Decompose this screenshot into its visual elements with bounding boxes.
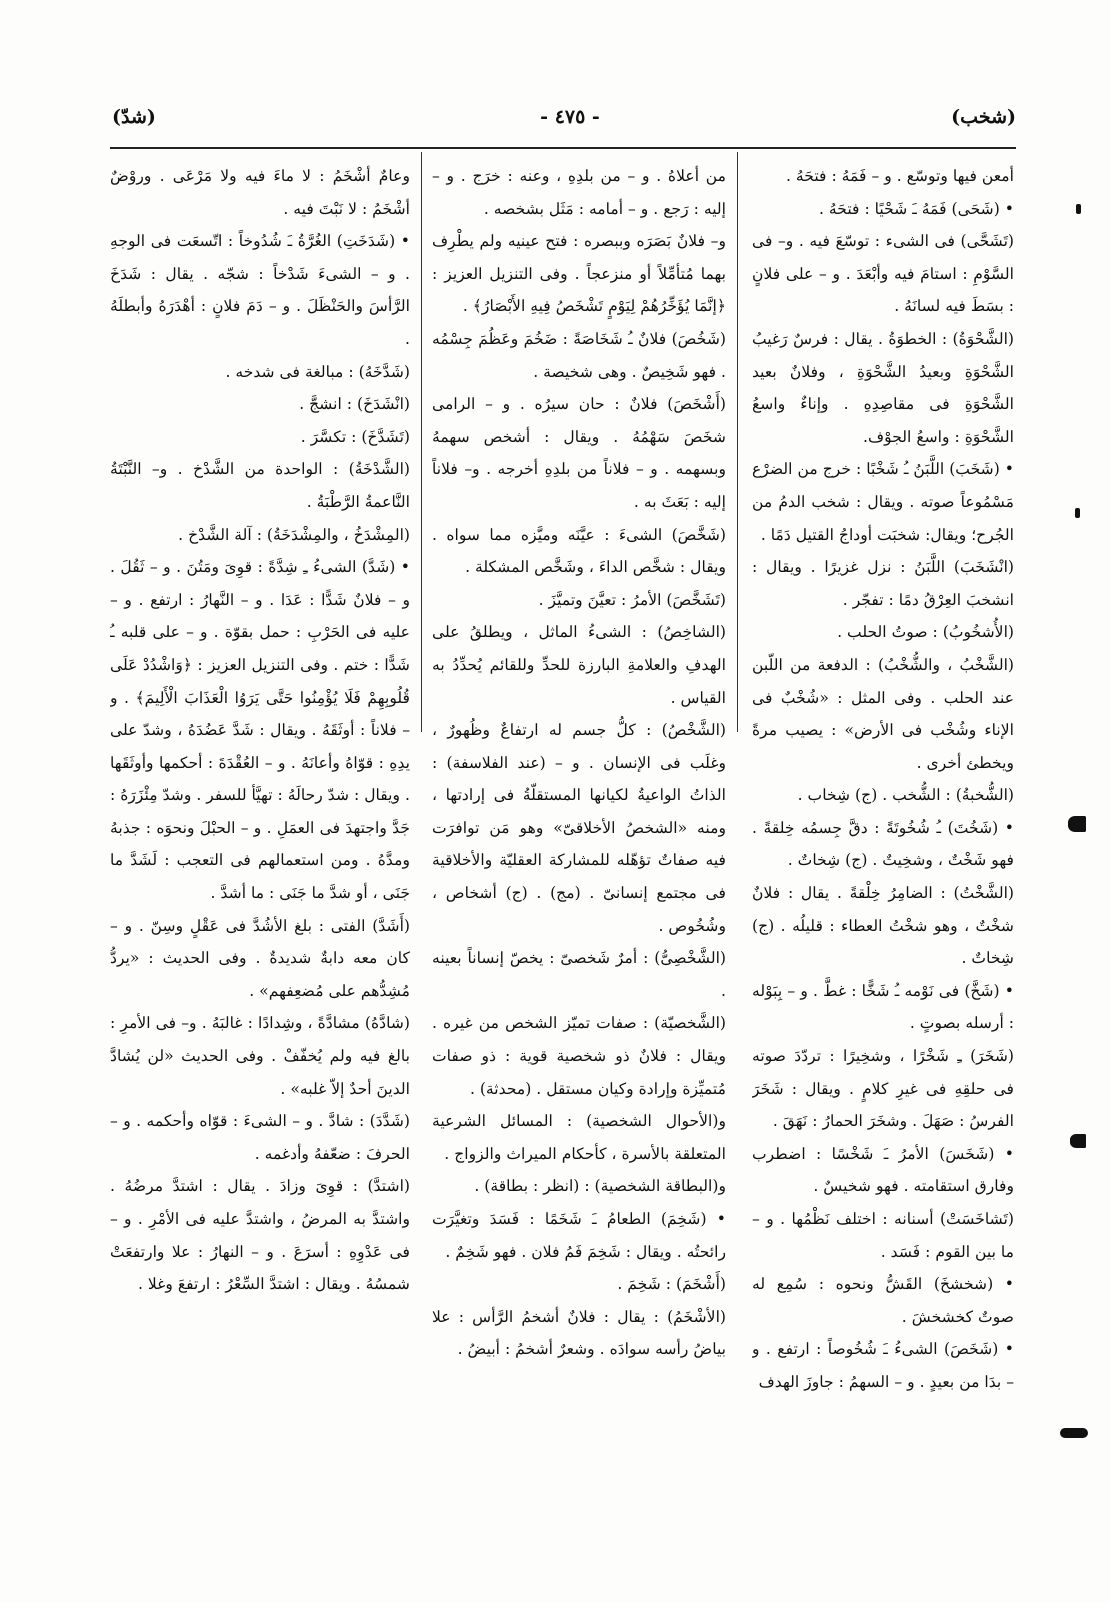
dictionary-entry: • (شَدَخَتِ) الغُرَّةُ ـَ شُدُوخاً : اتّسعَت فى الوجهِ . و – الشىءَ شَدْخاً : شجّه . يقال : شَدَخَ الرَّأسَ والحَنْظَلَ . و – دَمَ فلانٍ : أهْدَرَهُ وأبطلَهُ . (110, 232, 410, 348)
page-header (110, 100, 1016, 140)
dictionary-entry: (أَشَدَّ) الفتى : بلغ الأشُدَّ فى عَقْلٍ وسِنّ . و – كان معه دابةٌ شديدةٌ . وفى الحديث : «يردُّ مُشِدُّهم على مُضعِفهم» . (110, 916, 410, 1000)
dictionary-entry: (شَخُصَ) فلانٌ ـُ شَخَاصَةً : ضَخُمَ وعَظُمَ جِسْمُه . فهو شَخِيصٌ . وهى شخيصة . (432, 329, 726, 381)
dictionary-entry: (أَشْخَمَ) : شَخِمَ . (617, 1275, 726, 1294)
dictionary-entry: (الشَّخصيّة) : صفات تميّز الشخص من غيره . ويقال : فلانٌ ذو شخصية قوية : ذو صفات مُتميِّزة وإرادة وكيان مستقل . (محدثة) . (432, 1014, 726, 1098)
column-right (752, 160, 1014, 1560)
dictionary-entry: أمعن فيها وتوسّع . و – فَمَهُ : فتحَهُ . (786, 167, 1014, 185)
dictionary-entry: (تَشَخَّصَ) الأمرُ : تعيَّنَ وتميَّزَ . (538, 590, 726, 609)
dictionary-entry: (الشَّخْتُ) : الضامِرُ خِلْقةً . يقال : فلانٌ شخْتٌ ، وهو شخْتُ العطاء : قليلُه . (ج) شِخاتٌ . (752, 884, 1014, 968)
column-divider-right (737, 152, 738, 732)
dictionary-entry: (انْشَخَبَ) اللَّبَنُ : نزل غزيرًا . ويقال : انشخبَ العِرْقُ دمًا : تفجّر . (752, 558, 1014, 609)
dictionary-entry: وعامٌ أشْخَمُ : لا ماءَ فيه ولا مَرْعَى . وروْضٌ أشْخَمُ : لا نَبْتَ فيه . (110, 167, 410, 218)
dictionary-entry: (شَخَّصَ) الشىءَ : عيَّنَه وميَّزه مما سواه . ويقال : شخَّص الداءَ ، وشَخَّص المشكلة . (432, 525, 726, 577)
dictionary-entry: (تَشَدَّخَ) : تكسَّرَ . (300, 427, 410, 446)
dictionary-entry: (أَشْخَصَ) فلانٌ : حان سيرُه . و – الرامى شخَصَ سَهْمُهُ . ويقال : أشخص سهمهُ وبسهمه . و – فلاناً من بلدِهِ أخرجه . و– فلاناً إليه : بَعَثَ به . (432, 395, 726, 511)
dictionary-entry: (شَدَّدَ) : شادَّ . و – الشىءَ : قوّاه وأحكمه . و – الحرفَ : ضعّفهُ وأدغمه . (110, 1112, 410, 1163)
dictionary-entry: (تَشاخَسَتْ) أسنانه : اختلف نَظْمُها . و – ما بين القوم : فَسَد . (752, 1210, 1014, 1261)
left-guide-word: (شدّ) (112, 106, 156, 128)
dictionary-entry: • (شَخَصَ) الشىءُ ـَ شُخُوصاً : ارتفع . و – بدَا من بعيدٍ . و – السهمُ : جاوزَ الهدف (752, 1340, 1014, 1391)
dictionary-entry: (الأُشخُوبُ) : صوتُ الحلب . (837, 623, 1014, 642)
margin-ink-mark (1060, 1428, 1088, 1438)
margin-ink-mark (1068, 816, 1086, 832)
column-middle (432, 160, 726, 1560)
dictionary-entry: • (شَحَى) فَمَهُ ـَ شَحْيًا : فتحَهُ . (819, 199, 1014, 218)
dictionary-entry: • (شَخَّ) فى نَوْمه ـُ شَخًّا : غطَّ . و – بِبَوْله : أرسله بصوتٍ . (752, 981, 1014, 1033)
dictionary-entry: • (شَخُتَ) ـُ شُخُوتَةً : دقَّ جِسمُه خِلقةً . فهو شَخْتٌ ، وشخِيتٌ . (ج) شِخاتٌ . (752, 818, 1014, 870)
dictionary-entry: (شادَّهُ) مشادَّةً ، وشِدادًا : غالبَهُ . و– فى الأمرِ : بالغ فيه ولم يُخفّفْ . وفى الحديث «لن يُشادَّ الدينَ أحدٌ إلاّ غلبه» . (110, 1014, 410, 1098)
dictionary-entry: و(البطاقة الشخصية) : (انظر : بطاقة) . (474, 1177, 726, 1196)
dictionary-entry: (الشَّخْصِىُّ) : أمرٌ شَخصىّ : يخصّ إنساناً بعينه . (432, 949, 726, 1000)
dictionary-entry: من أعلاهُ . و – من بلدِهِ ، وعنه : خرَج . و – إليه : رَجع . و – أمامه : مَثَل بشخصه . (432, 167, 726, 218)
page-number: - ٤٧٥ - (540, 106, 600, 128)
dictionary-entry: (الشَّدْخَةُ) : الواحدة من الشَّدْخ . و– النَّبْتَةُ النَّاعمةُ الرَّطْبَةُ . (110, 460, 410, 511)
margin-ink-mark (1070, 1134, 1086, 1148)
dictionary-entry: و(الأحوال الشخصية) : المسائل الشرعية المتعلقة بالأسرة ، كأحكام الميراث والزواج . (432, 1112, 726, 1163)
margin-ink-mark (1075, 508, 1080, 518)
dictionary-entry: (اشتدَّ) : قوِىَ وزادَ . يقال : اشتدَّ مرضُهُ . واشتدَّ به المرضُ ، واشتدَّ عليه فى الأمْرِ . و – فى عَدْوِهِ : أسرَعَ . و – النهارُ : علا وارتفعَتْ شمسُهُ . ويقال : اشتدَّ السِّعْرُ : ارتفعَ وغلا . (110, 1177, 410, 1294)
dictionary-entry: • (شَخَسَ) الأمرُ ـَ شَخْسًا : اضطرب وفارق استقامته . فهو شخيسٌ . (752, 1144, 1014, 1196)
dictionary-entry: • (شخشخَ) القَشُّ ونحوه : سُمِع له صوتٌ كخشخشَ . (752, 1275, 1014, 1326)
column-divider-left (421, 152, 422, 732)
dictionary-entry: (الشَّخْصُ) : كلُّ جسم له ارتفاعٌ وظُهورٌ ، وغلَب فى الإنسان . و – (عند الفلاسفة) : الذاتُ الواعيةُ لكيانها المستقلّةُ فى إرادتها ، ومنه «الشخصُ الأخلاقىّ» وهو مَن توافرَت فيه صفاتٌ تؤهّله للمشاركة العقليّة والأخلاقية فى مجتمع إنسانىّ . (مج) . (ج) أشخاص ، وشُخُوص . (432, 721, 726, 935)
dictionary-entry: • (شَخِمَ) الطعامُ ـَ شَخَمًا : فَسَدَ وتغيَّرَت رائحتُه . ويقال : شَخِمَ فَمُ فلان . فهو شَخِمٌ . (432, 1210, 726, 1261)
dictionary-entry: (الشَّحْوَةُ) : الخطوَةُ . يقال : فرسٌ رَغيبُ الشَّحْوَةِ وبعيدُ الشَّحْوَةِ ، وفلانٌ بعيد الشَّحْوَةِ فى مقاصِدِهِ . وإناءٌ واسعُ الشَّحْوَةِ : واسعُ الجوْف. (752, 329, 1014, 446)
dictionary-entry: (الشاخِصُ) : الشىءُ الماثل ، ويطلقُ على الهدفِ والعلامةِ البارزة للحدِّ وللقائم يُحدِّدُ به القياس . (432, 623, 726, 707)
column-left (110, 160, 410, 1560)
dictionary-entry: (تَشَحَّى) فى الشىء : توسّعَ فيه . و– فى السَّوْمِ : استامَ فيه وأبْعَدَ . و – على فلانٍ : بسَطَ فيه لسانَهُ . (752, 232, 1014, 316)
dictionary-entry: (الشَّخْبُ ، والشُّخْبُ) : الدفعة من اللّبن عند الحلب . وفى المثل : «شُخْبٌ فى الإناء وشُخْب فى الأرض» : يصيب مرةً ويخطئ أخرى . (752, 655, 1014, 772)
dictionary-entry: (انْشَدَخَ) : انشجَّ . (299, 395, 410, 414)
dictionary-entry: و– فلانٌ بَصَرَه وببصره : فتح عينيه ولم يطْرِف بهما مُتأمِّلاً أو منزعجاً . وفى التنزيل العزيز : ﴿إنَّمَا يُؤَخِّرُهُمْ لِيَوْمٍ تَشْخَصُ فِيهِ الأَبْصَارُ﴾ . (432, 232, 726, 316)
right-guide-word: (شخب) (951, 106, 1016, 128)
header-rule (110, 147, 1016, 149)
dictionary-entry: (المِشْدَخُ ، والمِشْدَخَةُ) : آلة الشَّدْخ . (178, 525, 410, 544)
margin-ink-mark (1076, 204, 1081, 214)
dictionary-entry: (شَخَرَ) ـِ شَخْرًا ، وشخِيرًا : تردّدَ صوته فى حلقِهِ فى غيرِ كلامٍ . ويقال : شَخَرَ الفرسُ : صَهَلَ . وشخَرَ الحمارُ : نَهَقَ . (752, 1047, 1014, 1131)
dictionary-entry: • (شَخَبَ) اللَّبَنُ ـُ شَخْبًا : خرج من الضرْع مَسْمُوعاً صوته . ويقال : شخب الدمُ من الجُرح؛ ويقال: شخبَت أوداجُ القتيل دَمًا . (752, 460, 1014, 544)
dictionary-entry: • (شَدَّ) الشىءُ ـِ شِدَّةً : قوِىَ ومَتُنَ . و – ثَقُلَ . و – فلانٌ شَدًّا : عَدَا . و – النَّهارُ : ارتفع . و – عليه فى الحَرْبِ : حمل بقوّة . و – على قلبه ـُ شَدًّا : ختم . وفى التنزيل العزيز : ﴿وَاشْدُدْ عَلَى قُلُوبِهِمْ فَلَا يُؤْمِنُوا حَتَّى يَرَوُا الْعَذَابَ الْأَلِيمَ﴾ . و – فلاناً : أوثَقَهُ . ويقال : شَدَّ عَضُدَهُ ، وشدّ على يدِهِ : قوّاهُ وأعانَهُ . و – العُقْدَةَ : أحكمها وأوثَقَها . ويقال : شدّ رحالَهُ : تهيَّأ للسفر . وشدّ مِئْزَرَهُ : جَدَّ واجتهدَ فى العمَلِ . و – الحبْلَ ونحوَه : جذبهُ ومدَّهُ . ومن استعمالهم فى التعجب : لَشَدَّ ما جَنَى ، أو شدَّ ما جَنَى : ما أشدَّ . (110, 558, 410, 903)
dictionary-entry: (الأشْخَمُ) : يقال : فلانٌ أشخمُ الرَّأس : علا بياضُ رأسه سوادَه . وشعرٌ أشخمُ : أبيضُ . (432, 1307, 726, 1359)
dictionary-entry: (الشُّخبةُ) : الشُّخب . (ج) شِخاب . (797, 786, 1014, 805)
dictionary-entry: (شَدَّخَهُ) : مبالغة فى شدخه . (225, 362, 410, 381)
